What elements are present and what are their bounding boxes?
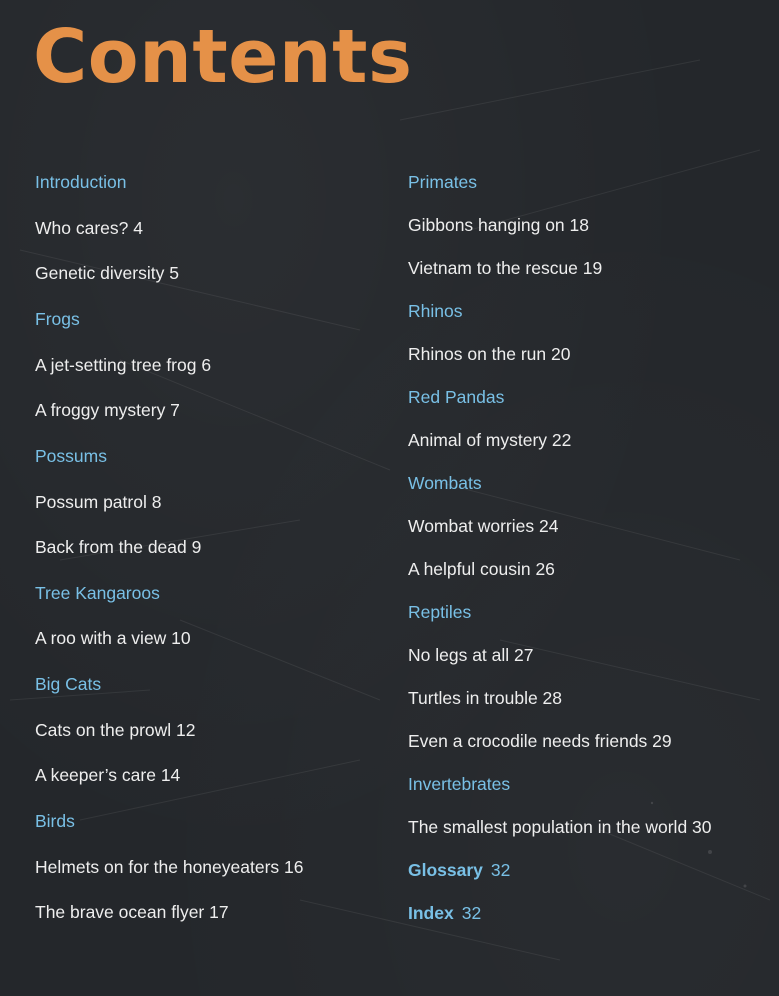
index-page-number: 32 — [461, 903, 482, 923]
toc-entry-glossary — [408, 858, 510, 882]
toc-entry: Vietnam to the rescue 19 — [408, 258, 603, 278]
toc-entry: The smallest population in the world 30 — [408, 817, 712, 837]
glossary-label: Glossary — [408, 860, 483, 880]
toc-entry: Helmets on for the honeyeaters 16 — [35, 857, 304, 877]
toc-entry: Genetic diversity 5 — [35, 263, 179, 283]
toc-entry: Even a crocodile needs friends 29 — [408, 731, 672, 751]
section-heading-reptiles: Reptiles — [408, 602, 472, 622]
index-label: Index — [408, 903, 454, 923]
toc-entry: Possum patrol 8 — [35, 492, 162, 512]
section-heading-wombats: Wombats — [408, 473, 482, 493]
toc-entry: The brave ocean flyer 17 — [35, 902, 229, 922]
section-heading-birds: Birds — [35, 811, 75, 831]
toc-entry: Cats on the prowl 12 — [35, 720, 196, 740]
section-heading-rhinos: Rhinos — [408, 301, 463, 321]
toc-entry-index — [408, 901, 481, 925]
toc-entry: Wombat worries 24 — [408, 516, 559, 536]
toc-entry: No legs at all 27 — [408, 645, 534, 665]
glossary-page-number: 32 — [490, 860, 511, 880]
toc-entry: A keeper’s care 14 — [35, 765, 181, 785]
toc-entry: A jet-setting tree frog 6 — [35, 355, 212, 375]
toc-entry: Animal of mystery 22 — [408, 430, 572, 450]
page-title: Contents — [33, 14, 413, 100]
toc-entry: Back from the dead 9 — [35, 537, 202, 557]
toc-entry: Who cares? 4 — [35, 218, 143, 238]
section-heading-tree-kangaroos: Tree Kangaroos — [35, 583, 160, 603]
section-heading-big-cats: Big Cats — [35, 674, 102, 694]
toc-entry: Rhinos on the run 20 — [408, 344, 571, 364]
section-heading-primates: Primates — [408, 172, 478, 192]
section-heading-red-pandas: Red Pandas — [408, 387, 505, 407]
toc-entry: Gibbons hanging on 18 — [408, 215, 589, 235]
section-heading-introduction: Introduction — [35, 172, 127, 192]
section-heading-invertebrates: Invertebrates — [408, 774, 511, 794]
toc-entry: Turtles in trouble 28 — [408, 688, 563, 708]
toc-entry: A helpful cousin 26 — [408, 559, 555, 579]
section-heading-frogs: Frogs — [35, 309, 80, 329]
section-heading-possums: Possums — [35, 446, 107, 466]
toc-entry: A froggy mystery 7 — [35, 400, 180, 420]
toc-entry: A roo with a view 10 — [35, 628, 191, 648]
